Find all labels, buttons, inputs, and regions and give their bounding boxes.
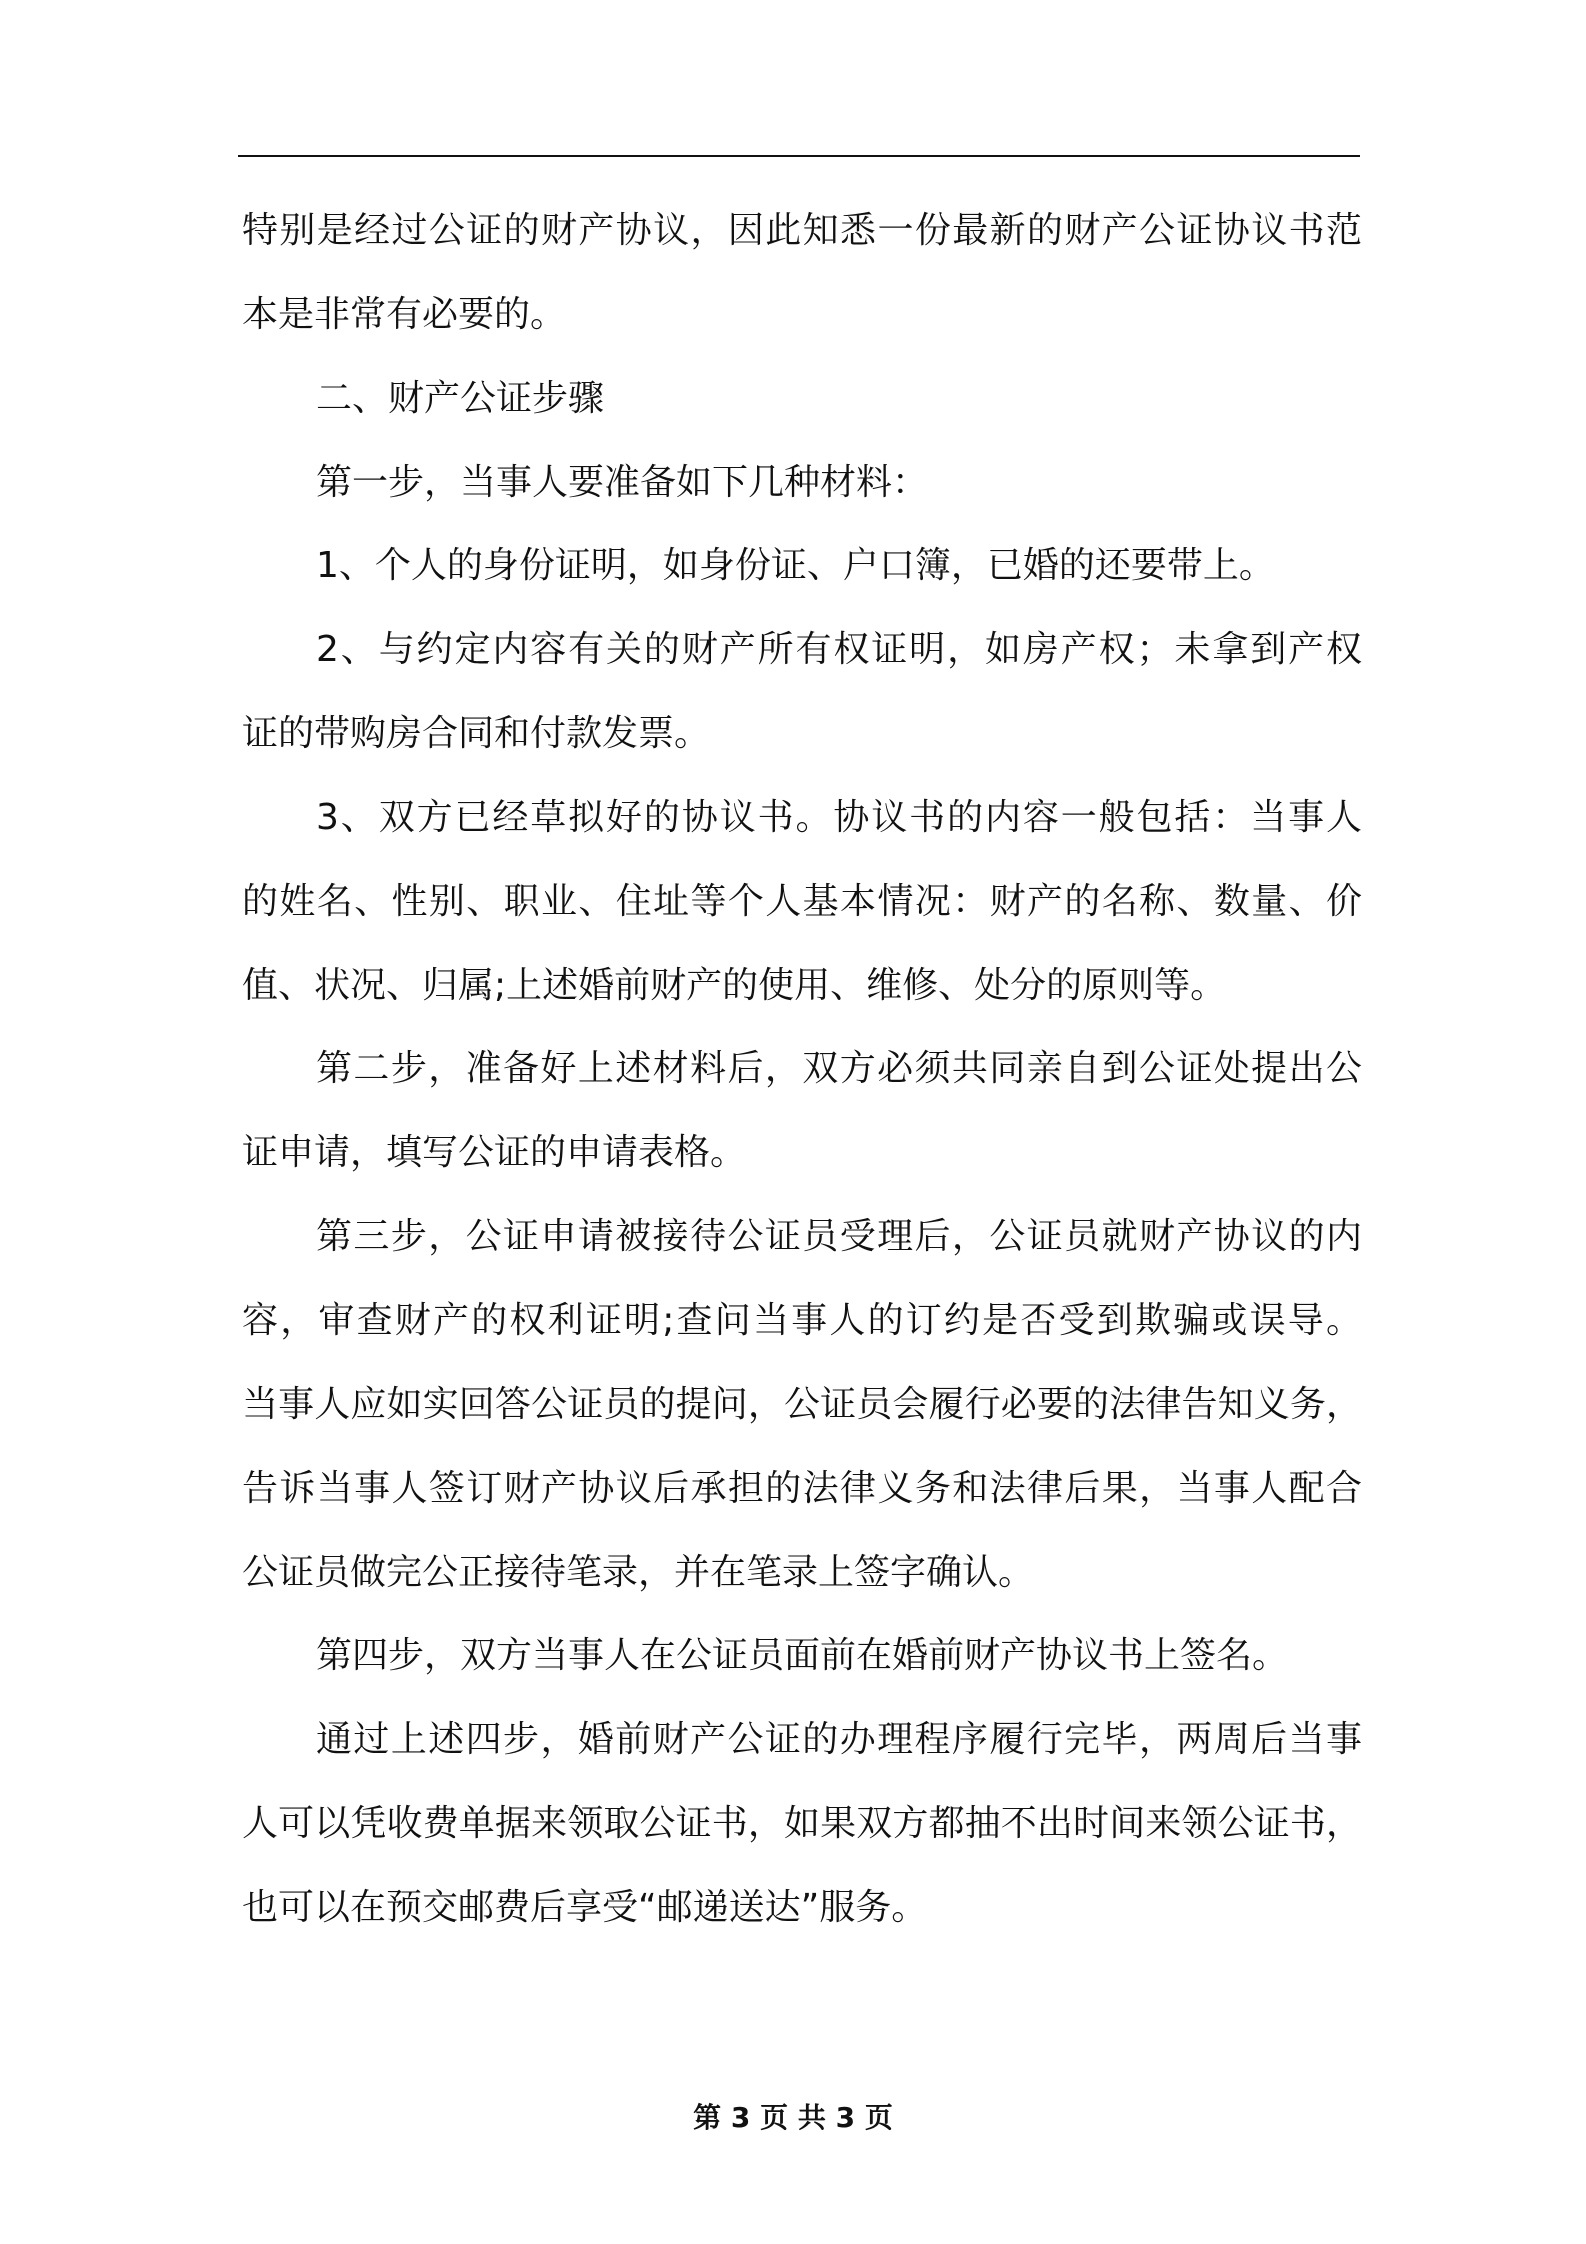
text-line: 证的带购房合同和付款发票。 — [242, 713, 711, 755]
text-line: 第四步，双方当事人在公证员面前在婚前财产协议书上签名。 — [316, 1635, 1289, 1677]
text-line: 第二步，准备好上述材料后，双方必须共同亲自到公证处提出公 — [316, 1048, 1362, 1090]
section-heading — [242, 357, 1362, 441]
text-line: 1、个人的身份证明，如身份证、户口簿，已婚的还要带上。 — [316, 545, 1275, 587]
document-body — [242, 189, 1362, 1950]
text-line: 人可以凭收费单据来领取公证书，如果双方都抽不出时间来领公证书， — [242, 1803, 1362, 1845]
text-line: 本是非常有必要的。 — [242, 293, 567, 335]
paragraph-intro-continuation — [242, 189, 1362, 357]
list-item-1 — [242, 524, 1362, 608]
text-line: 证申请，填写公证的申请表格。 — [242, 1132, 747, 1174]
text-line: 通过上述四步，婚前财产公证的办理程序履行完毕，两周后当事 — [316, 1719, 1362, 1761]
text-line: 第一步，当事人要准备如下几种材料： — [316, 461, 929, 503]
text-line: 2、与约定内容有关的财产所有权证明，如房产权；未拿到产权 — [316, 629, 1362, 671]
header-rule — [238, 155, 1360, 157]
text-line: 3、双方已经草拟好的协议书。协议书的内容一般包括：当事人 — [316, 796, 1362, 838]
text-line: 特别是经过公证的财产协议，因此知悉一份最新的财产公证协议书范 — [242, 210, 1362, 251]
paragraph-step-three — [242, 1195, 1362, 1614]
list-item-2 — [242, 608, 1362, 776]
page-number-footer: 第 3 页 共 3 页 — [693, 2101, 893, 2134]
paragraph-step-one — [242, 441, 1362, 525]
text-line: 也可以在预交邮费后享受“邮递送达”服务。 — [242, 1886, 928, 1928]
text-line: 第三步，公证申请被接待公证员受理后，公证员就财产协议的内 — [316, 1216, 1362, 1258]
text-line: 公证员做完公正接待笔录，并在笔录上签字确认。 — [242, 1551, 1035, 1593]
text-line: 值、状况、归属;上述婚前财产的使用、维修、处分的原则等。 — [242, 964, 1227, 1006]
paragraph-step-two — [242, 1027, 1362, 1195]
paragraph-step-four — [242, 1614, 1362, 1698]
list-item-3 — [242, 776, 1362, 1028]
text-line: 容，审查财产的权利证明;查问当事人的订约是否受到欺骗或误导。 — [242, 1299, 1362, 1341]
text-line: 当事人应如实回答公证员的提问，公证员会履行必要的法律告知义务， — [242, 1383, 1362, 1425]
text-line: 告诉当事人签订财产协议后承担的法律义务和法律后果，当事人配合 — [242, 1467, 1362, 1509]
text-line: 的姓名、性别、职业、住址等个人基本情况：财产的名称、数量、价 — [242, 880, 1362, 922]
paragraph-conclusion — [242, 1698, 1362, 1950]
text-line: 二、财产公证步骤 — [316, 377, 605, 419]
